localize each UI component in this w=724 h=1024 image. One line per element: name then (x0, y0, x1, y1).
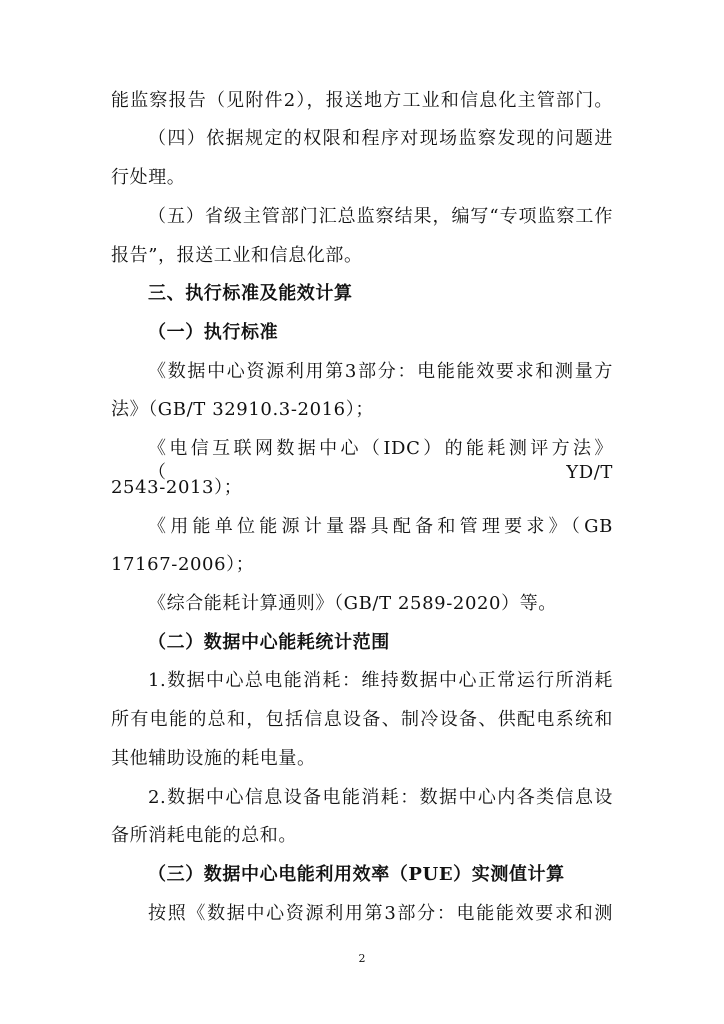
section-heading: 三、执行标准及能效计算 (148, 283, 353, 304)
standard-item-line: 《综合能耗计算通则》（GB/T 2589-2020）等。 (148, 593, 557, 614)
page-number: 2 (358, 952, 366, 965)
paragraph-line: 所有电能的总和，包括信息设备、制冷设备、供配电系统和 (111, 709, 613, 730)
paragraph-line: 按照《数据中心资源利用第3部分：电能能效要求和测 (148, 903, 613, 924)
paragraph-line: （四）依据规定的权限和程序对现场监察发现的问题进 (148, 128, 613, 149)
standard-item-line: 《数据中心资源利用第3部分：电能能效要求和测量方 (148, 361, 613, 382)
subsection-heading: （三）数据中心电能利用效率（PUE）实测值计算 (148, 864, 565, 885)
standard-item-line: 《用能单位能源计量器具配备和管理要求》（GB (148, 516, 613, 537)
paragraph-line: 报告”，报送工业和信息化部。 (111, 245, 363, 266)
standard-item-line: 法》（GB/T 32910.3-2016）； (111, 399, 374, 420)
standard-item-line: 2543-2013）； (111, 477, 243, 498)
paragraph-line: 备所消耗电能的总和。 (111, 825, 297, 846)
subsection-heading: （一）执行标准 (148, 322, 279, 343)
paragraph-line: 2.数据中心信息设备电能消耗：数据中心内各类信息设 (148, 787, 613, 808)
standard-item-line: 《电信互联网数据中心（IDC）的能耗测评方法》（YD/T (148, 438, 613, 483)
paragraph-line: 其他辅助设施的耗电量。 (111, 748, 316, 769)
standard-item-line: 17167-2006）； (111, 554, 255, 575)
subsection-heading: （二）数据中心能耗统计范围 (148, 632, 390, 653)
paragraph-line: 1.数据中心总电能消耗：维持数据中心正常运行所消耗 (148, 670, 613, 691)
paragraph-line: （五）省级主管部门汇总监察结果，编写“专项监察工作 (148, 206, 613, 227)
paragraph-line: 行处理。 (111, 167, 186, 188)
paragraph-line: 能监察报告（见附件2），报送地方工业和信息化主管部门。 (111, 90, 613, 111)
